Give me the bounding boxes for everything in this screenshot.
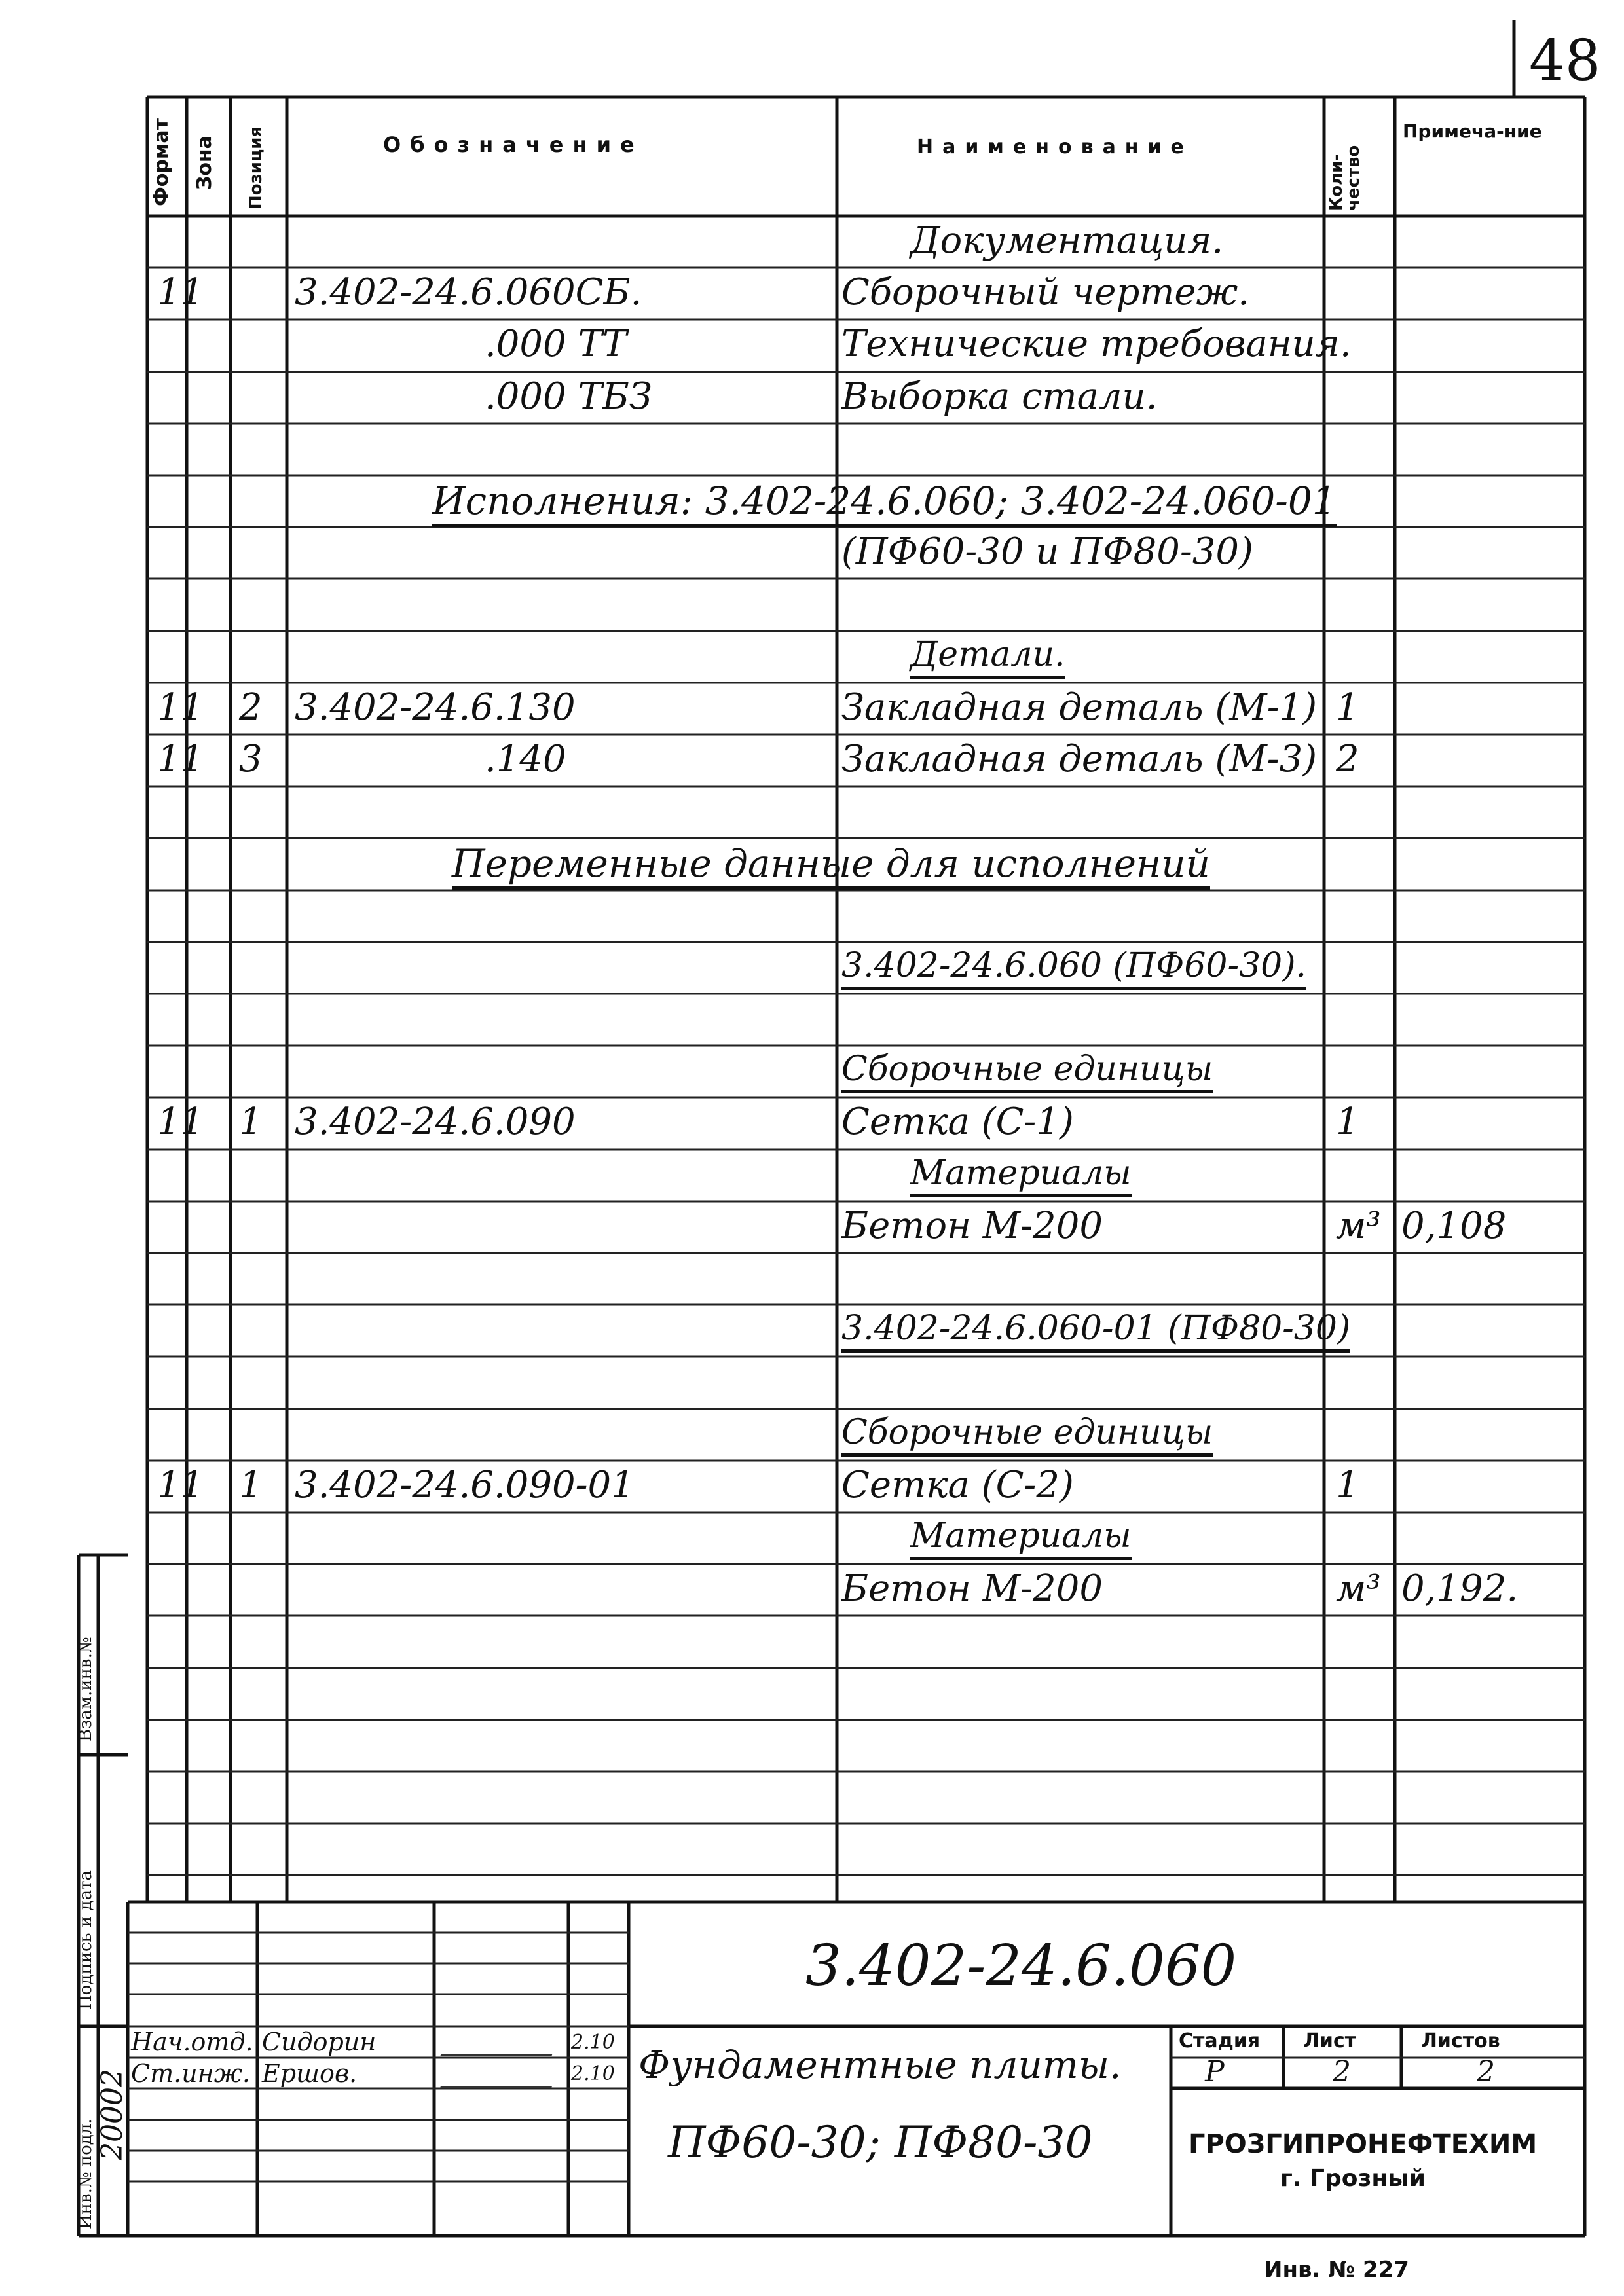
row-name: Закладная деталь (М-1): [841, 685, 1318, 729]
row-name: Закладная деталь (М-3): [841, 738, 1318, 780]
signer-1-signature: [440, 2028, 562, 2056]
row-name: 3.402-24.6.060-01 (ПФ80-30): [841, 1311, 1350, 1353]
row-name: Технические требования.: [841, 323, 1352, 366]
signer-2-date: 2.10: [571, 2062, 615, 2085]
row-format: 11: [157, 1101, 204, 1144]
title-line-2: ПФ60-30; ПФ80-30: [668, 2117, 1093, 2168]
row-quantity: м³: [1336, 1567, 1381, 1611]
row-name: (ПФ60-30 и ПФ80-30): [841, 530, 1253, 574]
row-name: Сборочные единицы: [841, 1052, 1213, 1093]
side-stamp-inv-podl: Инв.№ подл.: [76, 2118, 96, 2229]
row-name: Сетка (С-2): [841, 1463, 1074, 1506]
row-format: 11: [157, 1463, 204, 1506]
row-name: Материалы: [910, 1519, 1132, 1560]
inventory-footer: Инв. № 227: [1264, 2257, 1409, 2283]
row-quantity: м³: [1336, 1204, 1381, 1247]
row-name: Бетон М-200: [841, 1204, 1103, 1247]
row-position: 3: [239, 738, 263, 780]
row-name: 3.402-24.6.060 (ПФ60-30).: [841, 949, 1306, 990]
row-quantity: 2: [1336, 738, 1359, 780]
row-designation: 3.402-24.6.060СБ.: [295, 271, 642, 314]
row-format: 11: [157, 685, 204, 729]
header-zone: Зона: [193, 136, 216, 190]
signer-2-signature: [440, 2060, 562, 2088]
row-designation: 3.402-24.6.130: [295, 685, 576, 729]
row-position: 1: [239, 1101, 263, 1144]
row-name: Бетон М-200: [841, 1567, 1103, 1611]
signer-2-role: Ст.инж.: [131, 2059, 250, 2088]
doc-number: 3.402-24.6.060: [805, 1933, 1237, 1999]
row-note: 0,108: [1401, 1204, 1507, 1247]
header-position: Позиция: [246, 126, 266, 210]
row-quantity: 1: [1336, 1101, 1359, 1144]
row-name: Документация.: [910, 219, 1224, 262]
sheet-corner-number: 48: [1529, 28, 1601, 94]
row-note: 0,192.: [1401, 1567, 1519, 1611]
row-span-heading: Исполнения: 3.402-24.6.060; 3.402-24.060-01: [432, 482, 1337, 527]
row-designation: .140: [485, 738, 566, 780]
row-format: 11: [157, 271, 204, 314]
org-city: г. Грозный: [1280, 2165, 1426, 2192]
row-name: Детали.: [910, 638, 1065, 679]
row-quantity: 1: [1336, 685, 1359, 729]
signer-1-name: Сидорин: [262, 2028, 377, 2056]
header-quantity: Коли-чество: [1327, 145, 1363, 211]
signer-2-name: Ершов.: [262, 2059, 358, 2088]
header-format: Формат: [150, 118, 173, 206]
row-position: 1: [239, 1463, 263, 1506]
row-designation: .000 ТТ: [485, 323, 627, 366]
row-name: Сетка (С-1): [841, 1101, 1074, 1144]
header-name: Наименование: [917, 136, 1193, 158]
row-name: Сборочные единицы: [841, 1415, 1213, 1457]
row-designation: 3.402-24.6.090-01: [295, 1463, 635, 1506]
side-stamp-signature-date: Подпись и дата: [76, 1870, 96, 2010]
row-designation: .000 ТБЗ: [485, 374, 652, 418]
signer-1-role: Нач.отд.: [131, 2028, 253, 2056]
sheets-label: Листов: [1421, 2030, 1500, 2052]
stage-value: Р: [1205, 2055, 1225, 2088]
row-name: Выборка стали.: [841, 374, 1158, 418]
row-designation: 3.402-24.6.090: [295, 1101, 576, 1144]
row-span-heading: Переменные данные для исполнений: [452, 845, 1210, 890]
side-stamp-vzam-inv: Взам.инв.№: [76, 1637, 96, 1741]
row-format: 11: [157, 738, 204, 780]
sheets-value: 2: [1477, 2055, 1495, 2088]
sheet-value: 2: [1333, 2055, 1351, 2088]
org-name: ГРОЗГИПРОНЕФТЕХИМ: [1189, 2129, 1538, 2159]
row-name: Сборочный чертеж.: [841, 271, 1250, 314]
sheet-label: Лист: [1303, 2030, 1357, 2052]
stage-label: Стадия: [1179, 2030, 1261, 2052]
signer-1-date: 2.10: [571, 2031, 615, 2054]
row-name: Материалы: [910, 1156, 1132, 1197]
row-quantity: 1: [1336, 1463, 1359, 1506]
side-stamp-inv-podl-value: 20002: [96, 2069, 129, 2160]
row-position: 2: [239, 685, 263, 729]
title-line-1: Фундаментные плиты.: [638, 2043, 1122, 2087]
header-designation: Обозначение: [383, 132, 644, 157]
header-note: Примеча-ние: [1403, 120, 1542, 142]
